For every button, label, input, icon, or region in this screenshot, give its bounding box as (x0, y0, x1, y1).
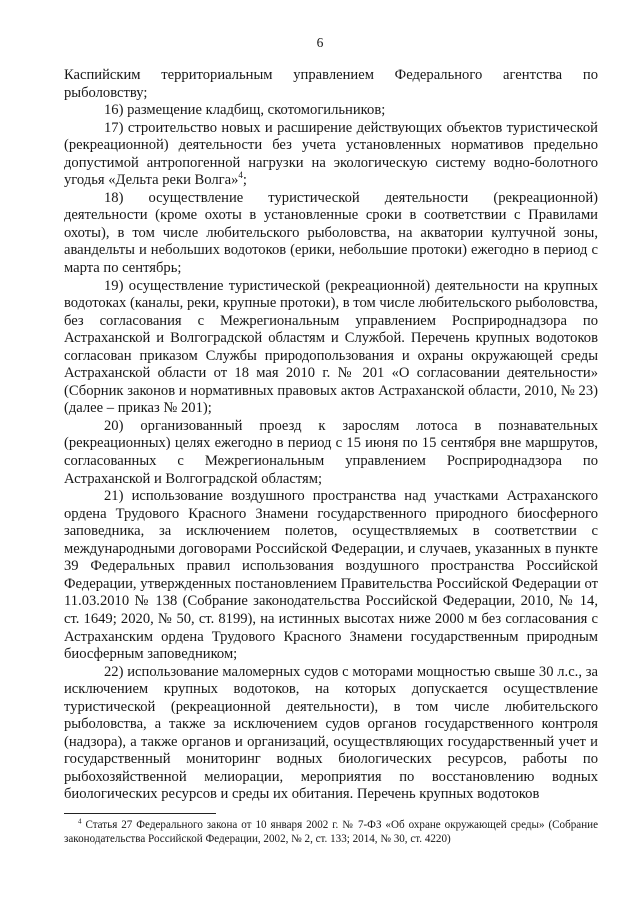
document-body (64, 67, 598, 804)
paragraph (64, 190, 598, 278)
footnote-reference: 4 (238, 170, 243, 181)
page-number: 6 (316, 35, 324, 50)
paragraph-text-tail: ; (242, 172, 247, 189)
paragraph-text: 22) использование маломерных судов с моторами мощностью свыше 30 л.с., за исключением крупных водотоков, на которых допускается осуществление туристической (рекреационной деятельности), в том числе любительского рыболовства, а также за исключением судов органов государственного контроля (надзора), а также органов и организаций, осуществляющих государственный учет и государственный мониторинг водных биологических ресурсов, работы по рыбохозяйственной мелиорации, мероприятия по восстановлению водных биологических ресурсов и среды их обитания. Перечень крупных водотоков (64, 663, 598, 803)
paragraph-text: 19) осуществление туристической (рекреационной) деятельности на крупных водотоках (каналы, реки, крупные протоки), в том числе любительского рыболовства, без согласования с Межрегиональным управлением Росприроднадзора по Астраханской и Волгоградской областям и Службой. Перечень крупных водотоков согласован приказом Службы природопользования и охраны окружающей среды Астраханской области от 18 мая 2010 г. № 201 «О согласовании деятельности» (Сборник законов и нормативных правовых актов Астраханской области, 2010, № 23) (далее – приказ № 201); (64, 277, 599, 417)
paragraph (64, 67, 598, 102)
paragraph-text: 18) осуществление туристической деятельности (рекреационной) деятельности (кроме охоты в установленные сроки в соответствии с Правилами охоты), в том числе любительского рыболовства, на акватории култучной зоны, авандельты и небольших водотоков (ерики, небольшие протоки) ежегодно в период с марта по сентябрь; (64, 189, 598, 277)
footnote-separator (64, 813, 216, 814)
paragraph-text: 21) использование воздушного пространства над участками Астраханского ордена Трудового Красного Знамени государственного природного биосферного заповедника, за исключением полетов, осуществляемых в соответствии с международными договорами Российской Федерации, и случаев, указанных в пункте 39 Федеральных правил использования воздушного пространства Российской Федерации, утвержденных постановлением Правительства Российской Федерации от 11.03.2010 № 138 (Собрание законодательства Российской Федерации, 2010, № 14, ст. 1649; 2020, № 50, ст. 8199), на истинных высотах ниже 2000 м без согласования с Астраханским ордена Трудового Красного Знамени государственным природным биосферным заповедником; (64, 488, 598, 663)
paragraph-text: 16) размещение кладбищ, скотомогильников; (104, 102, 386, 119)
paragraph-text: 17) строительство новых и расширение действующих объектов туристической (рекреационной) деятельности без учета установленных нормативов предельно допустимой антропогенной нагрузки на экологическую систему водно-болотного угодья «Дельта реки Волга» (64, 119, 598, 189)
paragraph (64, 488, 598, 663)
paragraph-text: 20) организованный проезд к зарослям лотоса в познавательных (рекреационных) целях ежегодно в период с 15 июня по 15 сентября вне маршрутов, согласованных с Межрегиональным управлением Росприроднадзора по Астраханской и Волгоградской областям; (64, 417, 598, 487)
footnote-mark: 4 (78, 817, 82, 826)
paragraph (64, 120, 598, 190)
paragraph (64, 102, 598, 120)
paragraph (64, 278, 598, 418)
paragraph (64, 418, 598, 488)
footnote (64, 818, 598, 846)
footnote-text: Статья 27 Федерального закона от 10 января 2002 г. № 7-ФЗ «Об охране окружающей среды» (Собрание законодательства Российской Федерации, 2002, № 2, ст. 133; 2014, № 30, ст. 4220) (64, 819, 598, 845)
paragraph-text: Каспийским территориальным управлением Федерального агентства по рыболовству; (64, 67, 598, 101)
paragraph (64, 664, 598, 804)
